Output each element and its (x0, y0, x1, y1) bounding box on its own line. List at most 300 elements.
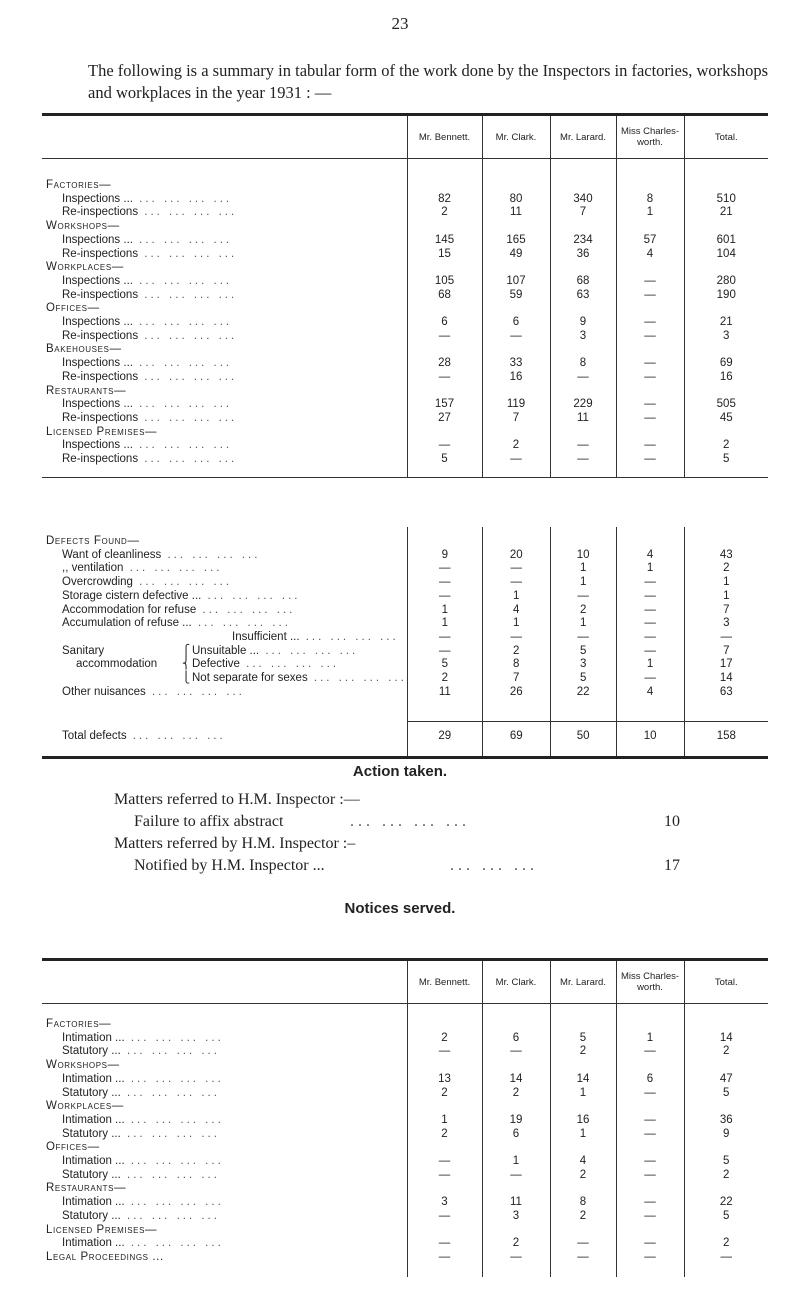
row-label: Re-inspections (62, 411, 139, 424)
value-cell: 1 (407, 604, 482, 618)
value-cell: 22 (550, 686, 616, 700)
spacer-cell (616, 527, 684, 535)
leader-dots: ... ... ... ... (145, 685, 245, 698)
value-cell: 107 (482, 275, 550, 289)
spacer-cell (550, 744, 616, 758)
value-cell: — (550, 453, 616, 467)
table-row (42, 234, 768, 248)
spacer-cell (482, 467, 550, 478)
spacer-cell (684, 527, 768, 535)
leader-dots: ... ... ... ... (161, 548, 261, 561)
row-label-cell (42, 590, 407, 604)
empty-cell (550, 426, 616, 440)
value-cell: 2 (684, 1169, 768, 1183)
value-cell: 601 (684, 234, 768, 248)
section-row (42, 261, 768, 275)
value-cell: 17 (684, 658, 768, 672)
value-cell: — (482, 1169, 550, 1183)
section-title: Workshops— (46, 220, 120, 233)
total-row (42, 730, 768, 744)
row-label: Accumulation of refuse ... (62, 617, 192, 630)
empty-cell (482, 1018, 550, 1032)
empty-cell (684, 1141, 768, 1155)
empty-cell (616, 1059, 684, 1073)
value-cell: — (616, 289, 684, 303)
value-cell: 6 (407, 316, 482, 330)
leader-dots: ... ... ... ... (123, 562, 223, 575)
value-cell: 19 (482, 1114, 550, 1128)
row-label-cell (42, 248, 407, 262)
row-label-cell (42, 1087, 407, 1101)
inspections-table-body (42, 159, 768, 478)
table-row (42, 1210, 768, 1224)
row-label-cell (42, 1210, 407, 1224)
row-label-cell (42, 371, 407, 385)
spacer-row (42, 722, 768, 731)
leader-dots: ... ... ... ... (138, 411, 238, 424)
value-cell: — (550, 439, 616, 453)
empty-cell (684, 343, 768, 357)
row-label: Intimation ... (62, 1155, 125, 1168)
leader-dots: ... ... ... ... (124, 1072, 224, 1085)
value-cell: 8 (616, 193, 684, 207)
empty-cell (616, 179, 684, 193)
value-cell: — (550, 1251, 616, 1265)
section-row (42, 220, 768, 234)
table-row (42, 686, 768, 700)
row-label-cell (42, 234, 407, 248)
section-title: Bakehouses— (46, 343, 122, 356)
value-cell: 11 (550, 412, 616, 426)
value-cell: — (616, 453, 684, 467)
spacer-row (42, 527, 768, 535)
empty-cell (616, 1224, 684, 1238)
spacer-cell (616, 159, 684, 180)
value-cell: 16 (550, 1114, 616, 1128)
table-row (42, 1032, 768, 1046)
value-cell: 505 (684, 398, 768, 412)
value-cell: — (616, 357, 684, 371)
empty-cell (684, 1059, 768, 1073)
value-cell: — (482, 631, 550, 645)
leader-dots: ... ... ... ... (191, 617, 291, 630)
section-row (42, 1224, 768, 1238)
brace-glyph: ⎨ (182, 658, 191, 671)
leader-dots: ... ... ... ... (132, 233, 233, 246)
value-cell: 4 (616, 549, 684, 563)
spacer-cell (616, 744, 684, 758)
section-title: Factories— (46, 179, 112, 191)
value-cell: 3 (550, 330, 616, 344)
value-cell: 9 (550, 316, 616, 330)
empty-cell (684, 1224, 768, 1238)
row-label: Re-inspections (62, 288, 139, 301)
value-cell: 11 (482, 1196, 550, 1210)
section-row (42, 535, 768, 549)
spacer-cell (42, 722, 407, 731)
value-cell: 1 (550, 562, 616, 576)
row-label-cell (42, 686, 407, 700)
row-label: Insufficient ... (232, 630, 300, 643)
row-label: Statutory ... (62, 1127, 121, 1140)
value-cell: 2 (407, 1087, 482, 1101)
value-cell: — (550, 590, 616, 604)
value-cell: 63 (550, 289, 616, 303)
leader-dots: ... ... ... ... (132, 274, 233, 287)
empty-cell (550, 1141, 616, 1155)
leader-dots: ... ... ... ... (126, 730, 226, 743)
column-header: Mr. Clark. (482, 960, 550, 1004)
value-cell: 105 (407, 275, 482, 289)
action-line-referred-by: Matters referred by H.M. Inspector :– (114, 835, 356, 852)
table-row (42, 1155, 768, 1169)
value-cell: 1 (684, 590, 768, 604)
empty-cell (684, 426, 768, 440)
section-title: Factories— (46, 1018, 112, 1030)
row-label-cell (42, 193, 407, 207)
row-label: Inspections ... (62, 274, 133, 287)
empty-cell (616, 1100, 684, 1114)
value-cell: 157 (407, 398, 482, 412)
row-label-cell (42, 562, 407, 576)
empty-cell (482, 1182, 550, 1196)
leader-dots: ... ... ... ... (299, 630, 399, 643)
row-label-cell (42, 1237, 407, 1251)
value-cell: — (407, 1237, 482, 1251)
table-row (42, 206, 768, 220)
value-cell: 3 (482, 1210, 550, 1224)
value-cell: 104 (684, 248, 768, 262)
spacer-cell (482, 159, 550, 180)
value-cell: 2 (407, 1128, 482, 1142)
empty-cell (550, 1018, 616, 1032)
empty-cell (482, 1059, 550, 1073)
value-cell: 14 (550, 1073, 616, 1087)
value-cell: 119 (482, 398, 550, 412)
value-cell: 2 (550, 1045, 616, 1059)
empty-cell (684, 1100, 768, 1114)
action-line-notified-dots: ... ... ... (450, 857, 538, 874)
value-cell: 1 (550, 1087, 616, 1101)
empty-cell (482, 343, 550, 357)
value-cell: 4 (616, 686, 684, 700)
row-label: Want of cleanliness (62, 548, 162, 561)
value-cell: — (407, 371, 482, 385)
spacer-cell (482, 1004, 550, 1019)
value-cell: — (616, 275, 684, 289)
spacer-cell (42, 159, 407, 180)
column-header: Total. (684, 115, 768, 159)
value-cell: 11 (407, 686, 482, 700)
value-cell: 4 (616, 248, 684, 262)
row-label: Inspections ... (62, 398, 133, 411)
empty-cell (407, 1224, 482, 1238)
value-cell: 3 (684, 330, 768, 344)
value-cell: — (616, 1169, 684, 1183)
defects-table (42, 527, 768, 759)
value-cell: — (482, 562, 550, 576)
row-label-cell (42, 617, 407, 631)
value-cell: 1 (616, 1032, 684, 1046)
spacer-cell (684, 744, 768, 758)
spacer-cell (684, 159, 768, 180)
value-cell: 33 (482, 357, 550, 371)
table-row (42, 604, 768, 618)
leader-dots: ... ... ... ... (196, 603, 296, 616)
value-cell: 80 (482, 193, 550, 207)
row-label-cell (42, 730, 407, 744)
leader-dots: ... ... ... ... (124, 1155, 224, 1168)
row-label-cell (42, 645, 407, 659)
action-line-failure-dots: ... ... ... ... (350, 813, 470, 830)
spacer-cell (616, 467, 684, 478)
row-label: Accommodation for refuse (62, 603, 197, 616)
table-row (42, 330, 768, 344)
table-row (42, 1087, 768, 1101)
notices-table (42, 958, 768, 1277)
section-row (42, 1018, 768, 1032)
spacer-cell (482, 722, 550, 731)
value-cell: — (616, 576, 684, 590)
column-header: Miss Charles-worth. (616, 115, 684, 159)
empty-cell (616, 302, 684, 316)
spacer-cell (407, 699, 482, 722)
value-cell: 45 (684, 412, 768, 426)
value-cell: 16 (684, 371, 768, 385)
value-cell: 2 (482, 645, 550, 659)
value-cell: — (407, 562, 482, 576)
row-label-cell (42, 1128, 407, 1142)
empty-cell (616, 220, 684, 234)
row-label: Inspections ... (62, 192, 133, 205)
value-cell: 1 (550, 1128, 616, 1142)
leader-dots: ... ... ... ... (124, 1196, 224, 1209)
empty-cell (482, 261, 550, 275)
spacer-cell (684, 467, 768, 478)
column-header: Total. (684, 960, 768, 1004)
notices-served-heading: Notices served. (344, 900, 456, 917)
leader-dots: ... ... ... ... (138, 247, 238, 260)
value-cell: 7 (482, 412, 550, 426)
spacer-cell (407, 527, 482, 535)
empty-cell (616, 535, 684, 549)
empty-cell (407, 1141, 482, 1155)
value-cell: 21 (684, 206, 768, 220)
value-cell: 6 (482, 1032, 550, 1046)
value-cell: 13 (407, 1073, 482, 1087)
spacer-cell (684, 1265, 768, 1277)
row-label-cell (42, 316, 407, 330)
value-cell: 510 (684, 193, 768, 207)
value-cell: 229 (550, 398, 616, 412)
spacer-cell (550, 722, 616, 731)
brace-glyph: ⎧ (182, 644, 191, 657)
column-header: Mr. Bennett. (407, 960, 482, 1004)
section-title: Licensed Premises— (46, 1223, 158, 1236)
value-cell: 5 (684, 1210, 768, 1224)
value-cell: 10 (616, 730, 684, 744)
header-blank (42, 115, 407, 159)
section-row (42, 1182, 768, 1196)
value-cell: 3 (550, 658, 616, 672)
leader-dots: ... ... ... ... (307, 672, 407, 685)
table-row (42, 658, 768, 672)
section-row (42, 302, 768, 316)
value-cell: — (684, 1251, 768, 1265)
notices-table-header (42, 960, 768, 1004)
value-cell: 43 (684, 549, 768, 563)
action-line-failure-label: Failure to affix abstract (134, 813, 284, 830)
inspections-table (42, 113, 768, 478)
empty-cell (616, 1182, 684, 1196)
value-cell: 1 (482, 590, 550, 604)
table-row (42, 1237, 768, 1251)
value-cell: 190 (684, 289, 768, 303)
empty-cell (407, 426, 482, 440)
spacer-cell (550, 1004, 616, 1019)
empty-cell (407, 302, 482, 316)
brace-glyph: ⎩ (182, 672, 191, 685)
value-cell: 7 (482, 672, 550, 686)
spacer-cell (42, 744, 407, 758)
empty-cell (684, 385, 768, 399)
row-label-cell (42, 1114, 407, 1128)
empty-cell (616, 343, 684, 357)
action-line-notified-value: 17 (664, 857, 680, 874)
empty-cell (407, 385, 482, 399)
spacer-cell (42, 527, 407, 535)
row-label-cell (42, 1032, 407, 1046)
empty-cell (550, 385, 616, 399)
value-cell: 82 (407, 193, 482, 207)
row-label-cell (42, 1169, 407, 1183)
spacer-cell (550, 159, 616, 180)
value-cell: 2 (684, 1237, 768, 1251)
sanitary-label: Sanitary (62, 644, 105, 657)
leader-dots: ... ... ... ... (138, 206, 238, 219)
value-cell: 36 (684, 1114, 768, 1128)
row-label: Intimation ... (62, 1113, 125, 1126)
spacer-cell (550, 527, 616, 535)
empty-cell (684, 1018, 768, 1032)
empty-cell (482, 385, 550, 399)
value-cell: 5 (550, 645, 616, 659)
leader-dots: ... ... ... ... (138, 329, 238, 342)
row-label-cell (42, 672, 407, 686)
leader-dots: ... ... ... ... (120, 1086, 220, 1099)
row-label-cell (42, 1196, 407, 1210)
value-cell: — (616, 371, 684, 385)
section-row (42, 343, 768, 357)
row-label-cell (42, 412, 407, 426)
empty-cell (407, 343, 482, 357)
table-row (42, 590, 768, 604)
section-title: Restaurants— (46, 1182, 127, 1195)
value-cell: — (616, 1251, 684, 1265)
value-cell: 2 (550, 604, 616, 618)
table-row (42, 289, 768, 303)
value-cell: 27 (407, 412, 482, 426)
notices-table-body (42, 1004, 768, 1277)
row-label: Statutory ... (62, 1086, 121, 1099)
value-cell: 28 (407, 357, 482, 371)
leader-dots: ... ... ... ... (132, 576, 233, 589)
table-row (42, 193, 768, 207)
value-cell: 2 (482, 439, 550, 453)
row-label: Re-inspections (62, 206, 139, 219)
value-cell: 21 (684, 316, 768, 330)
header-row (42, 115, 768, 159)
value-cell: 5 (684, 453, 768, 467)
value-cell: 9 (684, 1128, 768, 1142)
section-title: Licensed Premises— (46, 425, 158, 438)
row-label-cell (42, 453, 407, 467)
row-label: Intimation ... (62, 1072, 125, 1085)
empty-cell (616, 1018, 684, 1032)
empty-cell (550, 179, 616, 193)
value-cell: 2 (482, 1087, 550, 1101)
column-header: Mr. Larard. (550, 115, 616, 159)
section-title: Workplaces— (46, 1100, 124, 1113)
spacer-row (42, 1004, 768, 1019)
value-cell: 8 (550, 357, 616, 371)
section-row (42, 1141, 768, 1155)
action-line-notified-label: Notified by H.M. Inspector ... (134, 857, 325, 874)
spacer-cell (482, 1265, 550, 1277)
table-row (42, 1196, 768, 1210)
value-cell: 6 (616, 1073, 684, 1087)
leader-dots: ... ... ... ... (138, 453, 238, 466)
value-cell: 69 (482, 730, 550, 744)
value-cell: 14 (684, 672, 768, 686)
value-cell: 15 (407, 248, 482, 262)
leader-dots: ... ... ... ... (132, 398, 233, 411)
table-row (42, 576, 768, 590)
empty-cell (616, 426, 684, 440)
spacer-cell (42, 467, 407, 478)
row-label-cell (42, 631, 407, 645)
value-cell: — (482, 453, 550, 467)
row-label: Re-inspections (62, 247, 139, 260)
leader-dots: ... ... ... ... (239, 658, 340, 671)
row-label: Re-inspections (62, 329, 139, 342)
row-label-cell (42, 1073, 407, 1087)
empty-cell (684, 302, 768, 316)
empty-cell (482, 1100, 550, 1114)
value-cell: — (616, 439, 684, 453)
value-cell: 5 (684, 1155, 768, 1169)
value-cell: 26 (482, 686, 550, 700)
value-cell: — (616, 1196, 684, 1210)
empty-cell (616, 1141, 684, 1155)
value-cell: — (616, 1155, 684, 1169)
leader-dots: ... ... ... ... (138, 370, 238, 383)
value-cell: — (616, 1237, 684, 1251)
value-cell: — (407, 631, 482, 645)
row-label-cell (42, 439, 407, 453)
spacer-cell (684, 699, 768, 722)
value-cell: 4 (550, 1155, 616, 1169)
empty-cell (407, 1100, 482, 1114)
row-label-cell (42, 576, 407, 590)
value-cell: 1 (550, 617, 616, 631)
value-cell: — (407, 1210, 482, 1224)
value-cell: — (407, 1045, 482, 1059)
value-cell: 3 (684, 617, 768, 631)
section-title: Workshops— (46, 1059, 120, 1072)
row-label: Inspections ... (62, 316, 133, 329)
value-cell: 5 (407, 453, 482, 467)
